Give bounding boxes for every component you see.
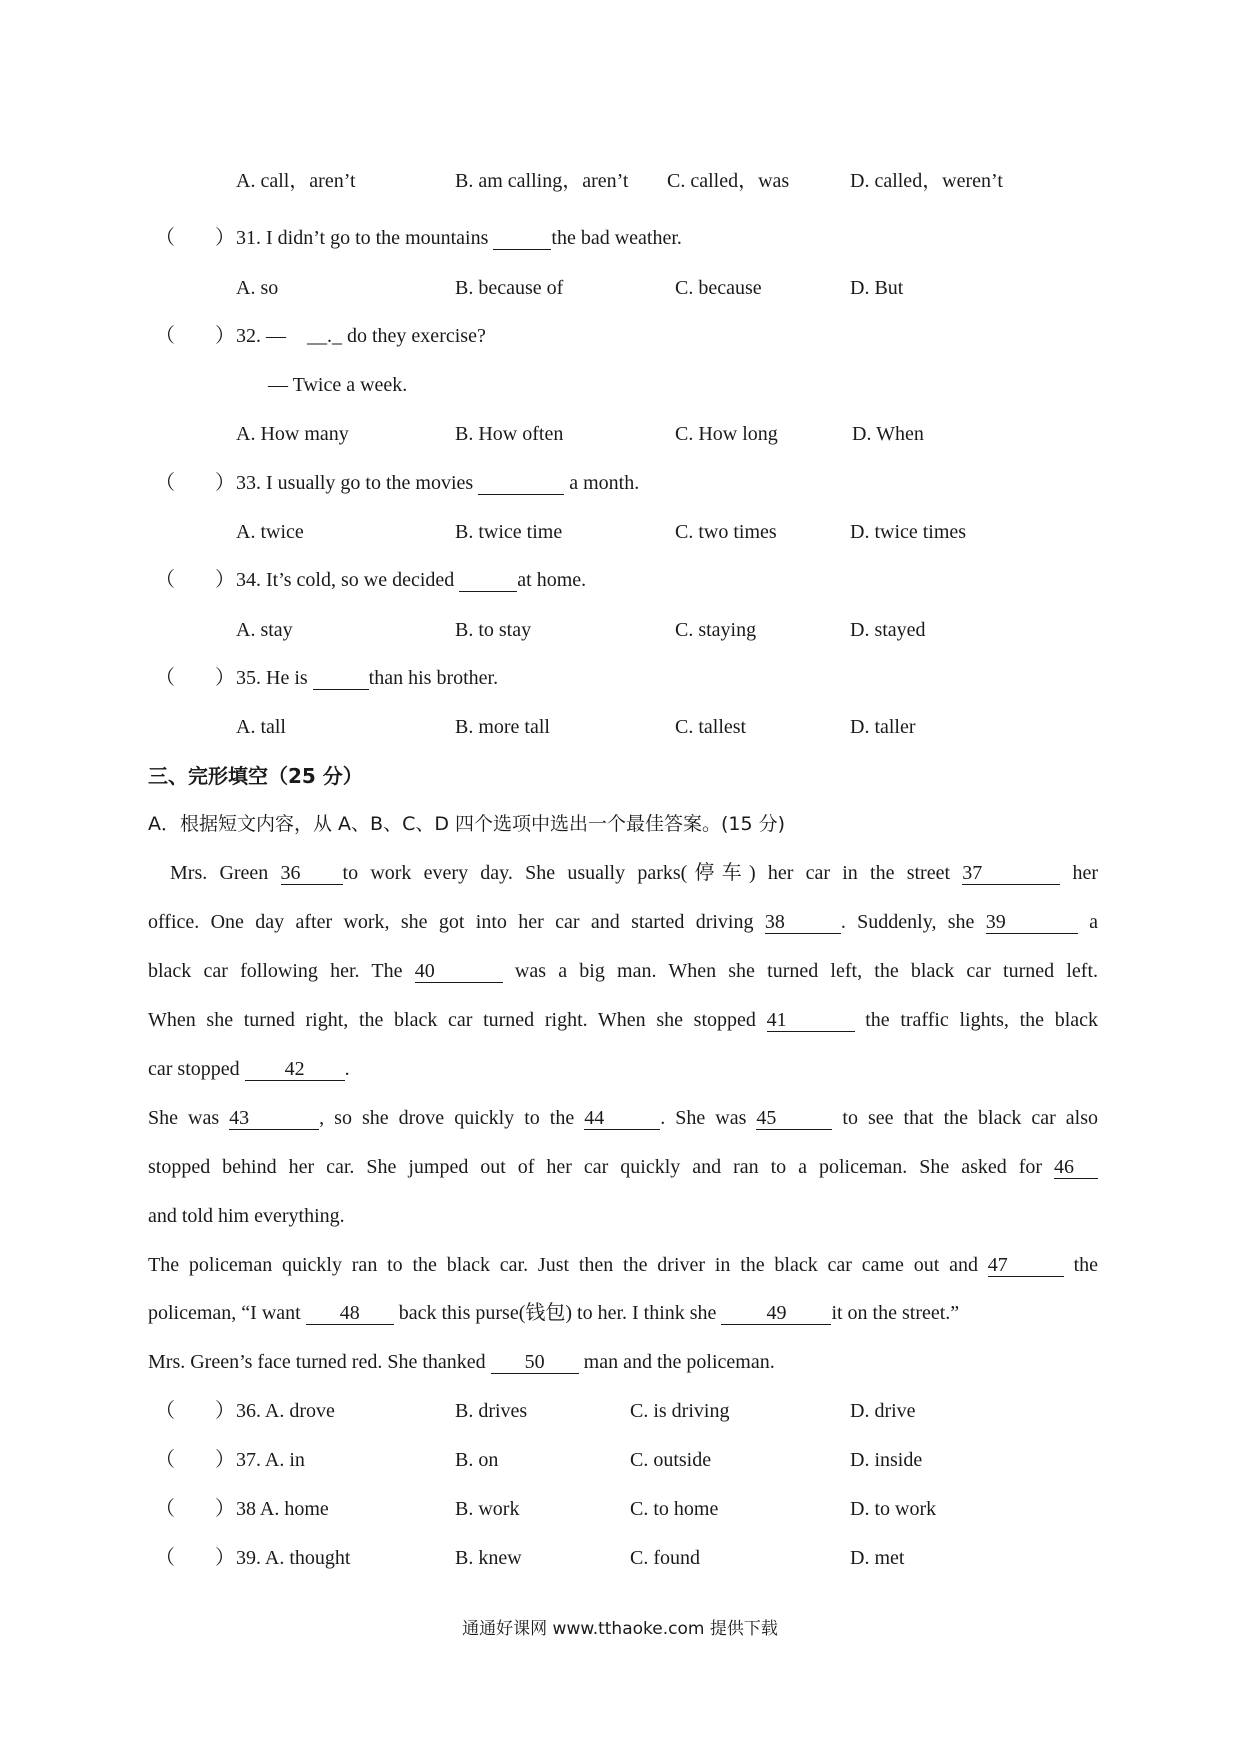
option-c: C. outside	[630, 1449, 712, 1471]
answer-blank: 39	[986, 911, 1078, 934]
answer-blank: __._	[307, 325, 342, 347]
passage-line: The policeman quickly ran to the black car. Just then the driver in the black car came out and 47 the	[148, 1254, 1098, 1276]
option-c: C. called，was	[667, 170, 790, 192]
answer-bracket: （ ）	[155, 667, 235, 689]
option-b: B. because of	[455, 277, 564, 299]
option-b: B. work	[455, 1498, 520, 1520]
answer-blank: 41	[767, 1009, 855, 1032]
question-text: a month.	[564, 472, 640, 494]
answer-blank	[478, 472, 564, 495]
answer-blank: 49	[721, 1302, 831, 1325]
passage-line: car stopped 42 .	[148, 1058, 350, 1080]
option-d: D. called，weren’t	[850, 170, 1003, 192]
answer-blank: 40	[415, 960, 503, 983]
option-d: D. stayed	[850, 619, 926, 641]
answer-blank: 43	[229, 1107, 319, 1130]
answer-blank: 48	[306, 1302, 394, 1325]
question-text: 35. He is	[236, 667, 313, 689]
question-text: than his brother.	[368, 667, 499, 689]
option-b: B. to stay	[455, 619, 532, 641]
option-b: B. on	[455, 1449, 499, 1471]
question-text: 33. I usually go to the movies	[236, 472, 479, 494]
answer-blank	[459, 569, 517, 592]
question-text: the bad weather.	[551, 227, 682, 249]
option-a: 36. A. drove	[236, 1400, 335, 1422]
option-c: C. because	[675, 277, 762, 299]
answer-bracket: （ ）	[155, 1498, 235, 1520]
option-d: D. drive	[850, 1400, 916, 1422]
question-text: do they exercise?	[342, 325, 486, 347]
option-b: B. How often	[455, 423, 564, 445]
answer-bracket: （ ）	[155, 227, 235, 249]
passage-line: Mrs. Green’s face turned red. She thanked 50 man and the policeman.	[148, 1351, 775, 1373]
answer-blank	[493, 227, 551, 250]
option-a: A. stay	[236, 619, 293, 641]
passage-line: She was 43 , so she drove quickly to the 44 . She was 45 to see that the black car also	[148, 1107, 1098, 1129]
answer-blank: 46	[1054, 1156, 1098, 1179]
dialogue-reply: — Twice a week.	[268, 374, 408, 396]
option-b: B. more tall	[455, 716, 550, 738]
option-a: A. twice	[236, 521, 304, 543]
page-footer: 通通好课网 www.tthaoke.com 提供下载	[462, 1619, 778, 1639]
section-instructions: A．根据短文内容，从 A、B、C、D 四个选项中选出一个最佳答案。(15 分)	[148, 813, 786, 835]
answer-bracket: （ ）	[155, 569, 235, 591]
option-a: A. How many	[236, 423, 349, 445]
option-d: D. taller	[850, 716, 916, 738]
option-d: D. inside	[850, 1449, 923, 1471]
option-d: D. But	[850, 277, 904, 299]
answer-bracket: （ ）	[155, 325, 235, 347]
answer-blank: 42	[245, 1058, 345, 1081]
option-d: D. met	[850, 1547, 905, 1569]
answer-blank: 38	[765, 911, 841, 934]
option-a: A. call，aren’t	[236, 170, 356, 192]
answer-blank: 36	[281, 862, 343, 885]
question-33	[236, 470, 639, 496]
option-d: D. When	[852, 423, 924, 445]
option-c: C. staying	[675, 619, 757, 641]
option-c: C. is driving	[630, 1400, 730, 1422]
section-heading: 三、完形填空（25 分）	[148, 764, 363, 788]
answer-blank	[313, 667, 369, 690]
answer-bracket: （ ）	[155, 472, 235, 494]
passage-line: When she turned right, the black car turned right. When she stopped 41 the traffic lights, the black	[148, 1009, 1099, 1031]
option-a: 38 A. home	[236, 1498, 329, 1520]
option-b: B. drives	[455, 1400, 528, 1422]
answer-blank: 37	[962, 862, 1060, 885]
option-c: C. two times	[675, 521, 777, 543]
option-c: C. tallest	[675, 716, 747, 738]
question-text: at home.	[517, 569, 587, 591]
option-d: D. to work	[850, 1498, 937, 1520]
passage-line: office. One day after work, she got into her car and started driving 38 . Suddenly, she 39 a	[148, 911, 1098, 933]
question-32	[236, 323, 486, 349]
option-b: B. knew	[455, 1547, 522, 1569]
answer-bracket: （ ）	[155, 1449, 235, 1471]
answer-blank: 50	[491, 1351, 579, 1374]
answer-bracket: （ ）	[155, 1400, 235, 1422]
question-35	[236, 665, 498, 691]
option-b: B. am calling，aren’t	[455, 170, 629, 192]
passage-line: stopped behind her car. She jumped out of her car quickly and ran to a policeman. She asked for 46	[148, 1154, 1098, 1180]
answer-bracket: （ ）	[155, 1547, 235, 1569]
option-d: D. twice times	[850, 521, 967, 543]
question-text: 34. It’s cold, so we decided	[236, 569, 460, 591]
option-a: 37. A. in	[236, 1449, 305, 1471]
option-c: C. How long	[675, 423, 778, 445]
question-text: 31. I didn’t go to the mountains	[236, 227, 494, 249]
passage-line: and told him everything.	[148, 1205, 345, 1227]
option-c: C. found	[630, 1547, 700, 1569]
option-c: C. to home	[630, 1498, 719, 1520]
option-a: 39. A. thought	[236, 1547, 351, 1569]
answer-blank: 47	[988, 1254, 1064, 1277]
question-31	[236, 225, 682, 251]
option-a: A. so	[236, 277, 279, 299]
question-34	[236, 567, 586, 593]
answer-blank: 44	[584, 1107, 660, 1130]
option-a: A. tall	[236, 716, 286, 738]
passage-line: Mrs. Green 36 to work every day. She usually parks(停车) her car in the street 37 her	[170, 862, 1098, 884]
passage-line: black car following her. The 40 was a big man. When she turned left, the black car turned left.	[148, 960, 1098, 982]
passage-line: policeman, “I want 48 back this purse(钱包) to her. I think she 49 it on the street.”	[148, 1302, 960, 1324]
option-b: B. twice time	[455, 521, 563, 543]
question-text: 32. —	[236, 325, 291, 347]
answer-blank: 45	[756, 1107, 832, 1130]
